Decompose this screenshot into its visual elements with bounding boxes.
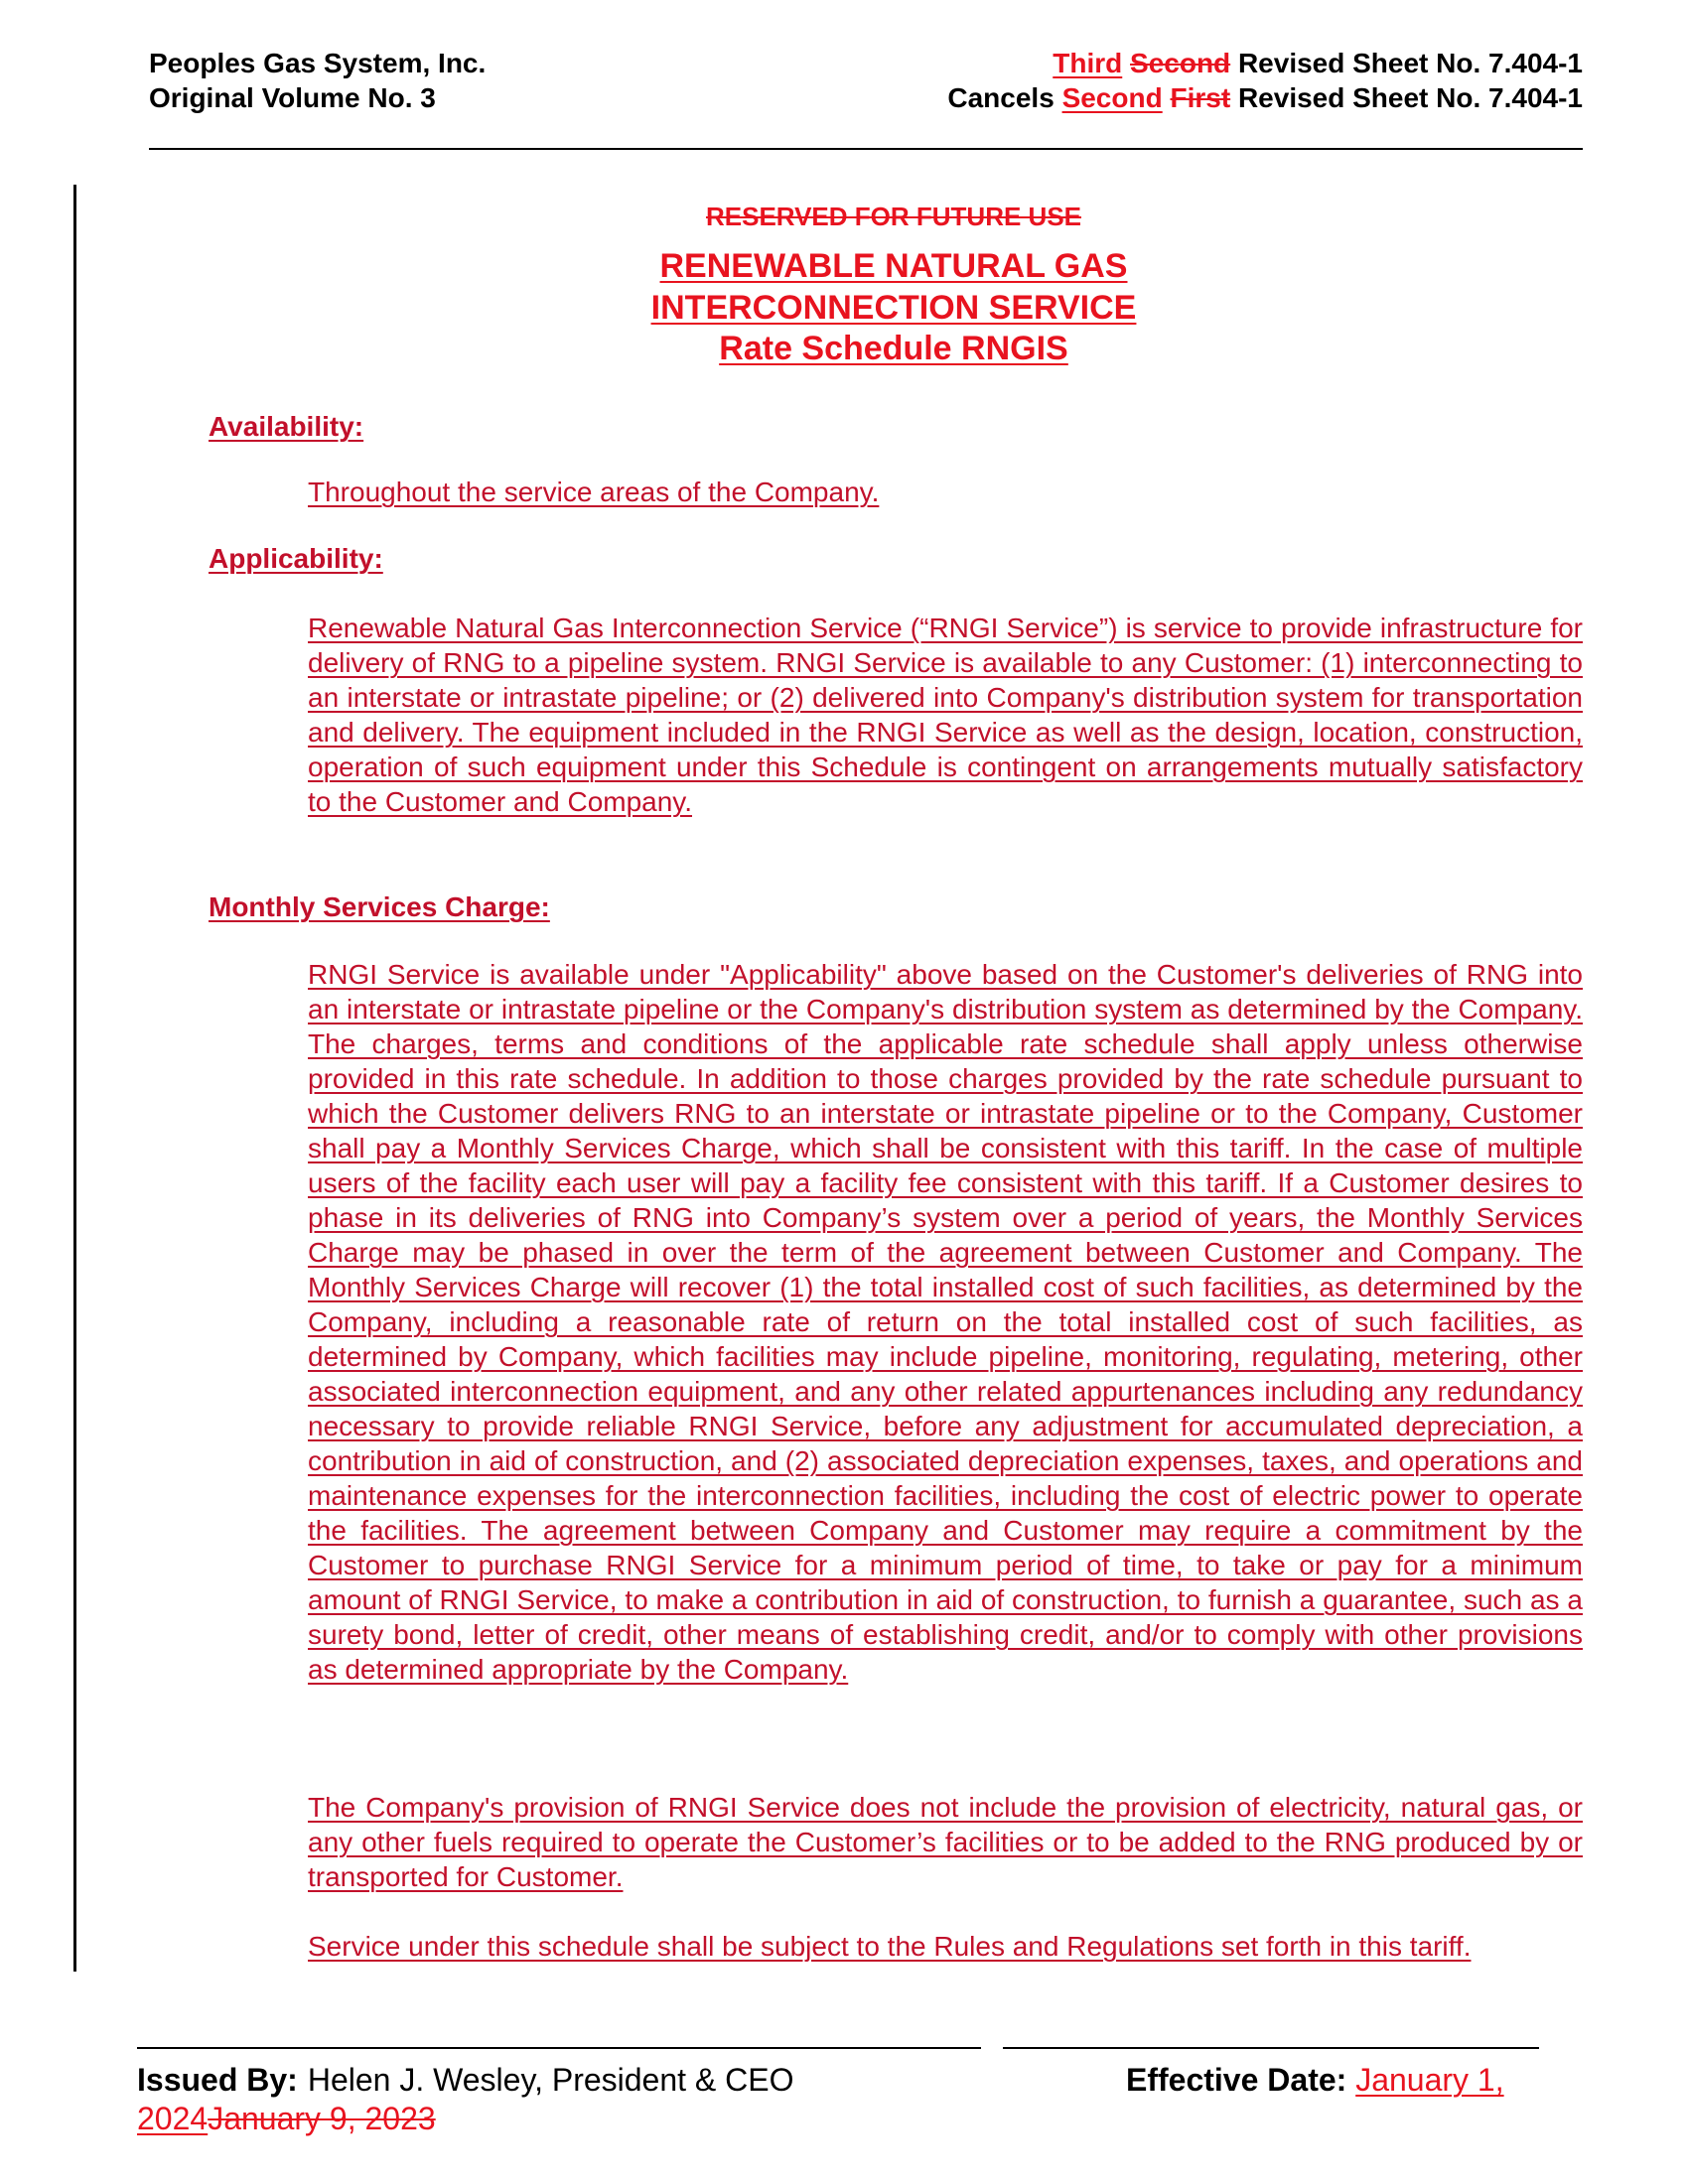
- effective-date-label: Effective Date:: [1126, 2062, 1347, 2098]
- sheet-number: Revised Sheet No. 7.404-1: [1237, 48, 1583, 78]
- effective-date: [1126, 2061, 1504, 2100]
- footer-rule-right: [1003, 2047, 1539, 2049]
- revision-change-bar: [73, 185, 76, 1972]
- footer: [137, 2061, 1547, 2136]
- cancels-sheet-number: Revised Sheet No. 7.404-1: [1237, 82, 1583, 113]
- applicability-heading: Applicability:: [209, 543, 383, 574]
- schedule-title-line2: INTERCONNECTION SERVICE: [650, 289, 1137, 327]
- availability-text: Throughout the service areas of the Company.: [308, 477, 880, 507]
- header-left: [149, 46, 486, 115]
- rules-regulations-text: Service under this schedule shall be subject to the Rules and Regulations set forth in this tariff.: [308, 1931, 1472, 1962]
- cancels-inserted-text: Second: [1061, 82, 1163, 113]
- schedule-title-line3: Rate Schedule RNGIS: [719, 330, 1068, 367]
- footer-rule-middle: [244, 2047, 981, 2049]
- issued-by-value: Helen J. Wesley, President & CEO: [307, 2062, 794, 2098]
- cancels-deleted-text: First: [1170, 82, 1231, 113]
- monthly-charge-text: RNGI Service is available under "Applicability" above based on the Customer's deliveries of RNG into an interstate or intrastate pipeline or the Company's distribution system as determined by the Company. The charges, terms and conditions of the applicable rate schedule shall apply unless otherwise provided in this rate schedule. In addition to those charges provided by the rate schedule pursuant to which the Customer delivers RNG to an interstate or intrastate pipeline or to the Company, Customer shall pay a Monthly Services Charge, which shall be consistent with this tariff. In the case of multiple users of the facility each user will pay a facility fee consistent with this tariff. If a Customer desires to phase in its deliveries of RNG into Company’s system over a period of years, the Monthly Services Charge may be phased in over the term of the agreement between Customer and Company. The Monthly Services Charge will recover (1) the total installed cost of such facilities, as determined by the Company, including a reasonable rate of return on the total installed cost of such facilities, as determined by Company, which facilities may include pipeline, monitoring, regulating, metering, other associated interconnection equipment, and any other related appurtenances including any redundancy necessary to provide reliable RNGI Service, before any adjustment for accumulated depreciation, a contribution in aid of construction, and (2) associated depreciation expenses, taxes, and operations and maintenance expenses for the interconnection facilities, including the cost of electric power to operate the facilities. The agreement between Company and Customer may require a commitment by the Customer to purchase RNGI Service for a minimum period of time, to take or pay for a minimum amount of RNGI Service, to make a contribution in aid of construction, to furnish a guarantee, such as a surety bond, letter of credit, other means of establishing credit, and/or to comply with other provisions as determined appropriate by the Company.: [308, 959, 1583, 1685]
- effective-date-inserted: January 1,: [1355, 2062, 1504, 2098]
- effective-date-deleted: January 9, 2023: [208, 2101, 436, 2136]
- monthly-charge-heading: Monthly Services Charge:: [209, 891, 550, 922]
- effective-date-inserted-year: 2024: [137, 2101, 209, 2136]
- sheet-deleted-text: Second: [1130, 48, 1231, 78]
- schedule-title-line1: RENEWABLE NATURAL GAS: [659, 247, 1128, 285]
- sheet-inserted-text: Third: [1053, 48, 1123, 78]
- header-divider: [149, 148, 1583, 150]
- cancels-line: [947, 80, 1583, 115]
- cancels-prefix: Cancels: [947, 82, 1055, 113]
- volume-label: Original Volume No. 3: [149, 82, 436, 113]
- provision-exclusion-text: The Company's provision of RNGI Service does not include the provision of electricity, natural gas, or any other fuels required to operate the Customer’s facilities or to be added to the RNG produced by or transported for Customer.: [308, 1792, 1583, 1892]
- footer-rule-left: [137, 2047, 244, 2049]
- sheet-number-line: [947, 46, 1583, 80]
- applicability-text: Renewable Natural Gas Interconnection Service (“RNGI Service”) is service to provide infrastructure for delivery of RNG to a pipeline system. RNGI Service is available to any Customer: (1) interconnecting to an interstate or intrastate pipeline; or (2) delivered into Company's distribution system for transportation and delivery. The equipment included in the RNGI Service as well as the design, location, construction, operation of such equipment under this Schedule is contingent on arrangements mutually satisfactory to the Customer and Company.: [308, 613, 1583, 817]
- header-right: [947, 46, 1583, 115]
- company-name: Peoples Gas System, Inc.: [149, 48, 487, 78]
- availability-heading: Availability:: [209, 411, 364, 442]
- issued-by-label: Issued By:: [137, 2062, 298, 2098]
- effective-date-line2: [137, 2100, 436, 2138]
- deleted-reserved-heading: RESERVED FOR FUTURE USE: [705, 202, 1081, 231]
